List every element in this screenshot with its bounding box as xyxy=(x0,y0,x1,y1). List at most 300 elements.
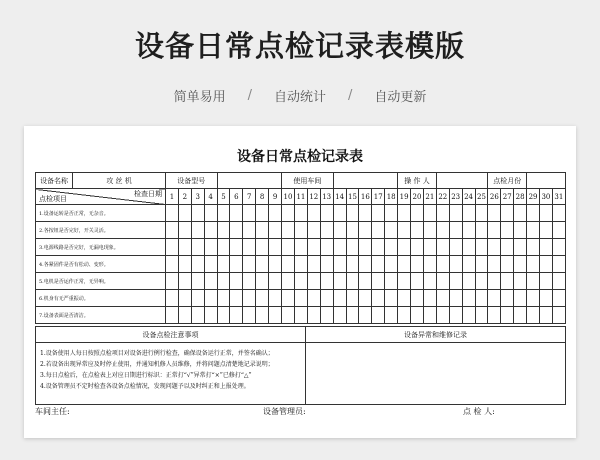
check-cell[interactable] xyxy=(256,273,269,290)
check-cell[interactable] xyxy=(423,290,436,307)
check-cell[interactable] xyxy=(527,307,540,324)
check-cell[interactable] xyxy=(411,256,424,273)
check-cell[interactable] xyxy=(423,256,436,273)
day-header: 9 xyxy=(269,189,282,205)
check-cell[interactable] xyxy=(217,273,230,290)
check-cell[interactable] xyxy=(320,307,333,324)
check-cell[interactable] xyxy=(307,256,320,273)
check-cell[interactable] xyxy=(359,239,372,256)
check-cell[interactable] xyxy=(359,222,372,239)
check-cell[interactable] xyxy=(165,239,178,256)
check-cell[interactable] xyxy=(217,256,230,273)
check-cell[interactable] xyxy=(436,290,449,307)
check-cell[interactable] xyxy=(501,307,514,324)
check-cell[interactable] xyxy=(294,290,307,307)
check-cell[interactable] xyxy=(320,273,333,290)
check-cell[interactable] xyxy=(359,273,372,290)
check-cell[interactable] xyxy=(178,205,191,222)
check-cell[interactable] xyxy=(191,222,204,239)
day-header: 13 xyxy=(320,189,333,205)
workshop-label: 使用车间 xyxy=(282,173,334,189)
check-cell[interactable] xyxy=(462,273,475,290)
inspection-item-row xyxy=(36,205,566,222)
device-model-value[interactable] xyxy=(217,173,282,189)
check-cell[interactable] xyxy=(385,239,398,256)
check-cell[interactable] xyxy=(449,307,462,324)
check-cell[interactable] xyxy=(346,290,359,307)
check-cell[interactable] xyxy=(514,273,527,290)
check-cell[interactable] xyxy=(346,222,359,239)
inspection-item-label: 1.设备运转是否正常，无杂音。 xyxy=(36,205,166,222)
check-cell[interactable] xyxy=(385,290,398,307)
day-header: 24 xyxy=(462,189,475,205)
check-cell[interactable] xyxy=(552,222,565,239)
inspection-item-label: 5.电机是否运作正常，无异响。 xyxy=(36,273,166,290)
check-cell[interactable] xyxy=(501,222,514,239)
inspection-item-row xyxy=(36,290,566,307)
tag-separator: / xyxy=(247,88,252,103)
check-cell[interactable] xyxy=(204,290,217,307)
check-cell[interactable] xyxy=(282,273,295,290)
check-cell[interactable] xyxy=(333,273,346,290)
check-cell[interactable] xyxy=(204,307,217,324)
tag-separator: / xyxy=(348,88,353,103)
day-header: 10 xyxy=(282,189,295,205)
day-header: 30 xyxy=(539,189,552,205)
day-header: 22 xyxy=(436,189,449,205)
day-header: 28 xyxy=(514,189,527,205)
check-cell[interactable] xyxy=(269,222,282,239)
day-header: 5 xyxy=(217,189,230,205)
check-cell[interactable] xyxy=(320,222,333,239)
check-cell[interactable] xyxy=(475,273,488,290)
check-cell[interactable] xyxy=(423,307,436,324)
check-cell[interactable] xyxy=(204,256,217,273)
workshop-value[interactable] xyxy=(333,173,398,189)
check-cell[interactable] xyxy=(282,222,295,239)
inspection-item-row xyxy=(36,239,566,256)
check-cell[interactable] xyxy=(449,273,462,290)
check-cell[interactable] xyxy=(539,290,552,307)
sheet-title: 设备日常点检记录表 xyxy=(237,149,363,165)
check-cell[interactable] xyxy=(346,205,359,222)
check-cell[interactable] xyxy=(243,256,256,273)
check-cell[interactable] xyxy=(178,222,191,239)
day-header: 20 xyxy=(411,189,424,205)
check-cell[interactable] xyxy=(462,256,475,273)
day-header: 18 xyxy=(385,189,398,205)
check-cell[interactable] xyxy=(385,222,398,239)
check-cell[interactable] xyxy=(178,290,191,307)
check-cell[interactable] xyxy=(320,239,333,256)
check-cell[interactable] xyxy=(294,222,307,239)
check-cell[interactable] xyxy=(256,307,269,324)
check-cell[interactable] xyxy=(217,290,230,307)
check-cell[interactable] xyxy=(372,290,385,307)
check-cell[interactable] xyxy=(217,307,230,324)
check-cell[interactable] xyxy=(539,222,552,239)
check-cell[interactable] xyxy=(243,273,256,290)
signature-row xyxy=(35,406,565,420)
device-name-label: 设备名称 xyxy=(36,173,73,189)
check-cell[interactable] xyxy=(501,205,514,222)
check-cell[interactable] xyxy=(359,256,372,273)
check-cell[interactable] xyxy=(294,256,307,273)
check-cell[interactable] xyxy=(230,290,243,307)
check-cell[interactable] xyxy=(462,205,475,222)
check-cell[interactable] xyxy=(488,256,501,273)
check-cell[interactable] xyxy=(320,256,333,273)
check-cell[interactable] xyxy=(165,307,178,324)
day-header: 25 xyxy=(475,189,488,205)
check-cell[interactable] xyxy=(346,239,359,256)
inspection-item-label: 2.各按钮是否完好，开关灵活。 xyxy=(36,222,166,239)
check-cell[interactable] xyxy=(269,205,282,222)
check-cell[interactable] xyxy=(398,239,411,256)
check-cell[interactable] xyxy=(552,239,565,256)
check-cell[interactable] xyxy=(385,273,398,290)
check-cell[interactable] xyxy=(385,205,398,222)
inspection-item-row xyxy=(36,307,566,324)
check-cell[interactable] xyxy=(307,273,320,290)
check-cell[interactable] xyxy=(449,239,462,256)
check-cell[interactable] xyxy=(282,256,295,273)
inspector-signature: 点 检 人: xyxy=(463,407,495,416)
check-cell[interactable] xyxy=(488,290,501,307)
check-cell[interactable] xyxy=(230,205,243,222)
check-cell[interactable] xyxy=(230,273,243,290)
check-cell[interactable] xyxy=(436,256,449,273)
check-cell[interactable] xyxy=(204,205,217,222)
day-header: 23 xyxy=(449,189,462,205)
check-cell[interactable] xyxy=(398,290,411,307)
check-cell[interactable] xyxy=(552,290,565,307)
check-cell[interactable] xyxy=(514,222,527,239)
day-header: 27 xyxy=(501,189,514,205)
check-cell[interactable] xyxy=(539,256,552,273)
check-cell[interactable] xyxy=(449,222,462,239)
check-cell[interactable] xyxy=(411,239,424,256)
workshop-head-signature: 车间主任: xyxy=(35,407,70,416)
check-cell[interactable] xyxy=(178,256,191,273)
check-cell[interactable] xyxy=(269,290,282,307)
operator-label: 操 作 人 xyxy=(398,173,437,189)
check-cell[interactable] xyxy=(398,273,411,290)
check-cell[interactable] xyxy=(514,290,527,307)
note-line: 4.设备管理员不定时检查各设备点检情况，发现问题予以及时纠正和上报处理。 xyxy=(40,383,250,390)
check-cell[interactable] xyxy=(165,256,178,273)
check-cell[interactable] xyxy=(230,307,243,324)
check-cell[interactable] xyxy=(320,205,333,222)
check-cell[interactable] xyxy=(527,205,540,222)
operator-value[interactable] xyxy=(436,173,488,189)
check-cell[interactable] xyxy=(243,239,256,256)
check-cell[interactable] xyxy=(269,256,282,273)
device-manager-signature: 设备管理员: xyxy=(263,407,306,416)
check-cell[interactable] xyxy=(282,307,295,324)
check-cell[interactable] xyxy=(204,273,217,290)
inspection-item-label: 7.设备表面是否清洁。 xyxy=(36,307,166,324)
check-cell[interactable] xyxy=(488,205,501,222)
inspection-item-row xyxy=(36,273,566,290)
check-cell[interactable] xyxy=(294,205,307,222)
check-cell[interactable] xyxy=(243,307,256,324)
check-cell[interactable] xyxy=(527,256,540,273)
note-line: 3.每日点检后，在点检表上对应日期进行标识：正常打“√”异常打“×”已修打“△” xyxy=(40,372,252,379)
notes-header: 设备点检注意事项 xyxy=(36,327,306,343)
check-cell[interactable] xyxy=(217,205,230,222)
day-header: 7 xyxy=(243,189,256,205)
day-header: 4 xyxy=(204,189,217,205)
check-cell[interactable] xyxy=(475,222,488,239)
record-sheet xyxy=(24,126,576,438)
check-cell[interactable] xyxy=(449,205,462,222)
check-cell[interactable] xyxy=(282,205,295,222)
check-cell[interactable] xyxy=(539,307,552,324)
check-cell[interactable] xyxy=(436,205,449,222)
check-cell[interactable] xyxy=(385,256,398,273)
check-cell[interactable] xyxy=(372,205,385,222)
check-cell[interactable] xyxy=(333,307,346,324)
check-cell[interactable] xyxy=(243,205,256,222)
check-cell[interactable] xyxy=(307,307,320,324)
tag-auto-stats: 自动统计 xyxy=(273,90,326,105)
check-cell[interactable] xyxy=(333,205,346,222)
check-cell[interactable] xyxy=(488,222,501,239)
check-cell[interactable] xyxy=(359,290,372,307)
check-cell[interactable] xyxy=(217,222,230,239)
check-cell[interactable] xyxy=(372,222,385,239)
check-cell[interactable] xyxy=(475,307,488,324)
check-cell[interactable] xyxy=(178,239,191,256)
check-cell[interactable] xyxy=(398,307,411,324)
check-cell[interactable] xyxy=(462,222,475,239)
check-cell[interactable] xyxy=(256,222,269,239)
tag-easy: 简单易用 xyxy=(173,90,226,105)
check-cell[interactable] xyxy=(333,222,346,239)
check-cell[interactable] xyxy=(204,239,217,256)
note-line: 1.设备使用人每日按照点检项目对设备进行例行检查，确保设备运行正常，并签名确认； xyxy=(40,350,274,357)
check-cell[interactable] xyxy=(514,205,527,222)
check-cell[interactable] xyxy=(527,239,540,256)
check-cell[interactable] xyxy=(230,222,243,239)
date-header-label: 检查日期 xyxy=(133,190,162,198)
check-cell[interactable] xyxy=(294,307,307,324)
check-cell[interactable] xyxy=(191,307,204,324)
check-cell[interactable] xyxy=(436,273,449,290)
check-cell[interactable] xyxy=(539,273,552,290)
check-cell[interactable] xyxy=(411,307,424,324)
check-cell[interactable] xyxy=(333,239,346,256)
notes-table xyxy=(35,326,566,405)
check-cell[interactable] xyxy=(320,290,333,307)
check-cell[interactable] xyxy=(436,307,449,324)
check-cell[interactable] xyxy=(256,239,269,256)
check-cell[interactable] xyxy=(514,256,527,273)
check-cell[interactable] xyxy=(411,290,424,307)
day-header: 16 xyxy=(359,189,372,205)
check-cell[interactable] xyxy=(488,273,501,290)
day-header: 1 xyxy=(165,189,178,205)
check-cell[interactable] xyxy=(501,273,514,290)
inspection-item-label: 4.各紧固件是否有松动、变形。 xyxy=(36,256,166,273)
day-header: 17 xyxy=(372,189,385,205)
day-header: 31 xyxy=(552,189,565,205)
day-header: 12 xyxy=(307,189,320,205)
check-cell[interactable] xyxy=(243,222,256,239)
check-cell[interactable] xyxy=(372,239,385,256)
check-cell[interactable] xyxy=(346,307,359,324)
check-cell[interactable] xyxy=(333,290,346,307)
check-cell[interactable] xyxy=(514,307,527,324)
check-cell[interactable] xyxy=(423,239,436,256)
check-cell[interactable] xyxy=(552,307,565,324)
check-cell[interactable] xyxy=(423,222,436,239)
check-cell[interactable] xyxy=(539,239,552,256)
check-cell[interactable] xyxy=(462,290,475,307)
day-header-row xyxy=(36,189,566,205)
day-header: 3 xyxy=(191,189,204,205)
check-cell[interactable] xyxy=(269,307,282,324)
check-cell[interactable] xyxy=(475,256,488,273)
check-cell[interactable] xyxy=(514,239,527,256)
check-cell[interactable] xyxy=(269,239,282,256)
day-header: 15 xyxy=(346,189,359,205)
check-cell[interactable] xyxy=(372,256,385,273)
check-cell[interactable] xyxy=(501,290,514,307)
check-cell[interactable] xyxy=(243,290,256,307)
check-cell[interactable] xyxy=(385,307,398,324)
check-cell[interactable] xyxy=(307,222,320,239)
day-header: 6 xyxy=(230,189,243,205)
check-cell[interactable] xyxy=(411,273,424,290)
inspection-item-label: 3.电源线路是否完好，无漏电现象。 xyxy=(36,239,166,256)
check-cell[interactable] xyxy=(359,205,372,222)
check-cell[interactable] xyxy=(346,273,359,290)
month-label: 点检月份 xyxy=(488,173,527,189)
day-header: 8 xyxy=(256,189,269,205)
day-header: 14 xyxy=(333,189,346,205)
check-cell[interactable] xyxy=(398,205,411,222)
check-cell[interactable] xyxy=(449,290,462,307)
check-cell[interactable] xyxy=(307,205,320,222)
check-cell[interactable] xyxy=(204,222,217,239)
check-cell[interactable] xyxy=(475,239,488,256)
check-cell[interactable] xyxy=(411,205,424,222)
banner-title: 设备日常点检记录表模版 xyxy=(134,29,465,63)
check-cell[interactable] xyxy=(527,222,540,239)
tag-auto-update: 自动更新 xyxy=(374,90,427,105)
repair-record-header: 设备异常和维修记录 xyxy=(306,327,566,343)
day-header: 11 xyxy=(294,189,307,205)
note-line: 2.若设备出现异常应及时停止使用，并通知机修人员维修，并将问题点清楚地记录说明； xyxy=(40,361,274,368)
check-cell[interactable] xyxy=(488,239,501,256)
check-cell[interactable] xyxy=(449,256,462,273)
check-cell[interactable] xyxy=(488,307,501,324)
check-cell[interactable] xyxy=(539,205,552,222)
month-value[interactable] xyxy=(527,173,566,189)
inspection-item-row xyxy=(36,256,566,273)
check-cell[interactable] xyxy=(178,273,191,290)
check-cell[interactable] xyxy=(398,256,411,273)
check-cell[interactable] xyxy=(256,290,269,307)
check-cell[interactable] xyxy=(436,222,449,239)
check-cell[interactable] xyxy=(294,273,307,290)
check-cell[interactable] xyxy=(165,205,178,222)
check-cell[interactable] xyxy=(501,256,514,273)
check-cell[interactable] xyxy=(307,239,320,256)
diagonal-header-cell xyxy=(36,189,166,205)
check-cell[interactable] xyxy=(165,290,178,307)
check-cell[interactable] xyxy=(256,205,269,222)
check-cell[interactable] xyxy=(552,273,565,290)
check-cell[interactable] xyxy=(475,290,488,307)
device-name-value[interactable]: 攻 丝 机 xyxy=(73,173,166,189)
tagline xyxy=(0,86,600,105)
item-header-label: 点检项目 xyxy=(39,195,67,203)
check-cell[interactable] xyxy=(191,290,204,307)
check-cell[interactable] xyxy=(282,239,295,256)
check-cell[interactable] xyxy=(230,256,243,273)
check-cell[interactable] xyxy=(436,239,449,256)
check-cell[interactable] xyxy=(475,205,488,222)
inspection-item-label: 6.机身有无严重振动。 xyxy=(36,290,166,307)
day-header: 2 xyxy=(178,189,191,205)
check-cell[interactable] xyxy=(462,239,475,256)
inspection-grid xyxy=(35,172,566,324)
check-cell[interactable] xyxy=(165,222,178,239)
check-cell[interactable] xyxy=(230,239,243,256)
check-cell[interactable] xyxy=(191,273,204,290)
check-cell[interactable] xyxy=(178,307,191,324)
notes-body xyxy=(36,343,306,405)
day-header: 19 xyxy=(398,189,411,205)
device-model-label: 设备型号 xyxy=(165,173,217,189)
check-cell[interactable] xyxy=(411,222,424,239)
check-cell[interactable] xyxy=(165,273,178,290)
check-cell[interactable] xyxy=(552,256,565,273)
check-cell[interactable] xyxy=(462,307,475,324)
check-cell[interactable] xyxy=(346,256,359,273)
check-cell[interactable] xyxy=(269,273,282,290)
check-cell[interactable] xyxy=(359,307,372,324)
check-cell[interactable] xyxy=(256,256,269,273)
check-cell[interactable] xyxy=(423,273,436,290)
day-header: 21 xyxy=(423,189,436,205)
day-header: 29 xyxy=(527,189,540,205)
check-cell[interactable] xyxy=(372,307,385,324)
check-cell[interactable] xyxy=(294,239,307,256)
check-cell[interactable] xyxy=(398,222,411,239)
check-cell[interactable] xyxy=(282,290,295,307)
day-header: 26 xyxy=(488,189,501,205)
check-cell[interactable] xyxy=(527,273,540,290)
check-cell[interactable] xyxy=(191,256,204,273)
repair-record-body[interactable] xyxy=(306,343,566,405)
check-cell[interactable] xyxy=(191,239,204,256)
check-cell[interactable] xyxy=(191,205,204,222)
check-cell[interactable] xyxy=(501,239,514,256)
check-cell[interactable] xyxy=(527,290,540,307)
check-cell[interactable] xyxy=(217,239,230,256)
check-cell[interactable] xyxy=(307,290,320,307)
check-cell[interactable] xyxy=(552,205,565,222)
check-cell[interactable] xyxy=(372,273,385,290)
inspection-item-row xyxy=(36,222,566,239)
info-row xyxy=(36,173,566,189)
check-cell[interactable] xyxy=(423,205,436,222)
check-cell[interactable] xyxy=(333,256,346,273)
